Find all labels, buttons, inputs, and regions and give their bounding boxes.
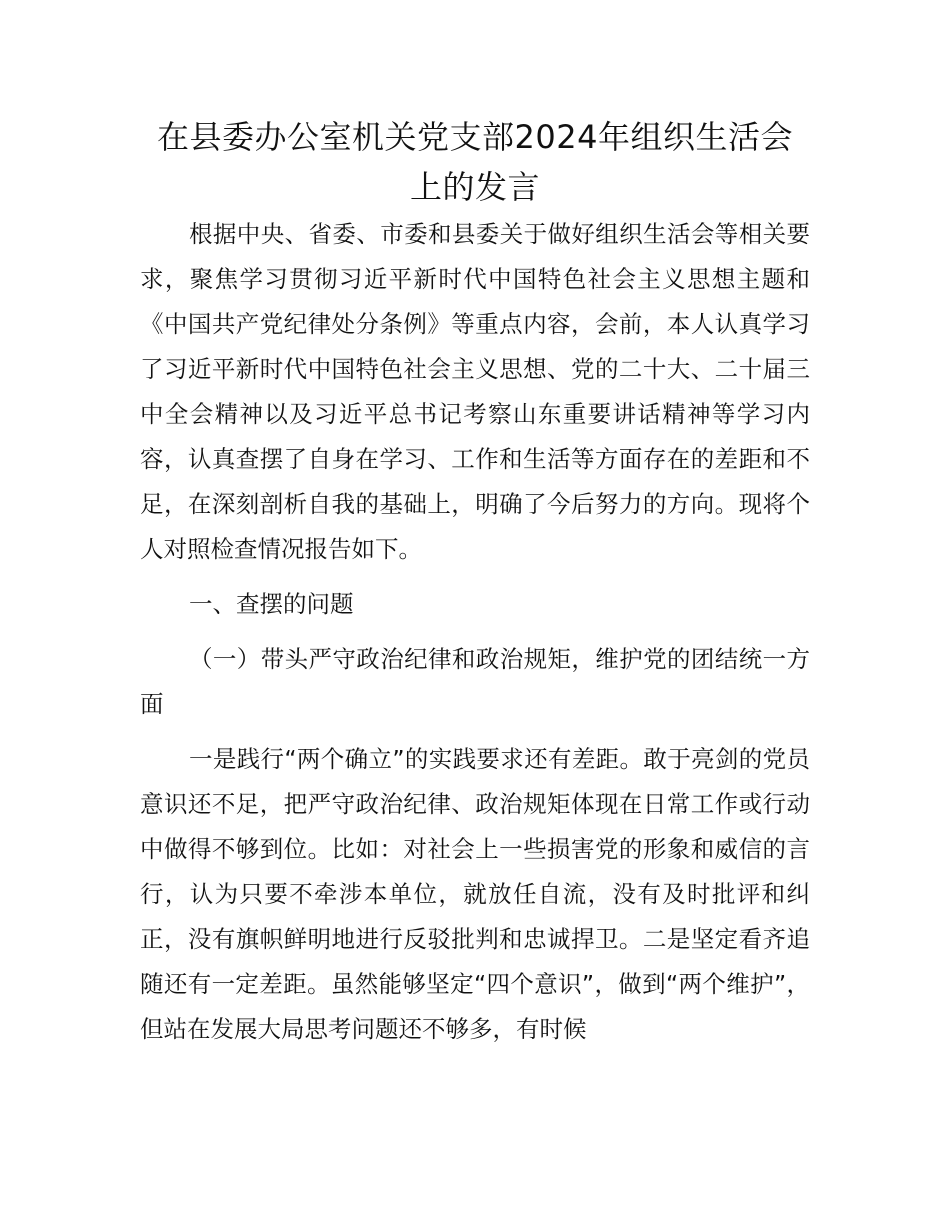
document-title [140, 112, 810, 212]
section-heading: 一、查摆的问题 [189, 590, 354, 618]
title-line-1: 在县委办公室机关党支部2024年组织生活会 [157, 118, 793, 156]
intro-paragraph: 根据中央、省委、市委和县委关于做好组织生活会等相关要求，聚焦学习贯彻习近平新时代中国特色社会主义思想主题和《中国共产党纪律处分条例》等重点内容，会前，本人认真学习了习近平新时代中国特色社会主义思想、党的二十大、二十届三中全会精神以及习近平总书记考察山东重要讲话精神等学习内容，认真查摆了自身在学习、工作和生活等方面存在的差距和不足，在深刻剖析自我的基础上，明确了今后努力的方向。现将个人对照检查情况报告如下。 [140, 220, 810, 563]
body-paragraph: 一是践行“两个确立”的实践要求还有差距。敢于亮剑的党员意识还不足，把严守政治纪律、政治规矩体现在日常工作或行动中做得不够到位。比如：对社会上一些损害党的形象和威信的言行，认为只要不牵涉本单位，就放任自流，没有及时批评和纠正，没有旗帜鲜明地进行反驳批判和忠诚捍卫。二是坚定看齐追随还有一定差距。虽然能够坚定“四个意识”，做到“两个维护”，但站在发展大局思考问题还不够多，有时候 [140, 745, 810, 1043]
document-body [140, 212, 810, 1052]
subsection-heading: （一）带头严守政治纪律和政治规矩，维护党的团结统一方面 [140, 645, 810, 718]
title-line-2: 上的发言 [409, 168, 540, 206]
